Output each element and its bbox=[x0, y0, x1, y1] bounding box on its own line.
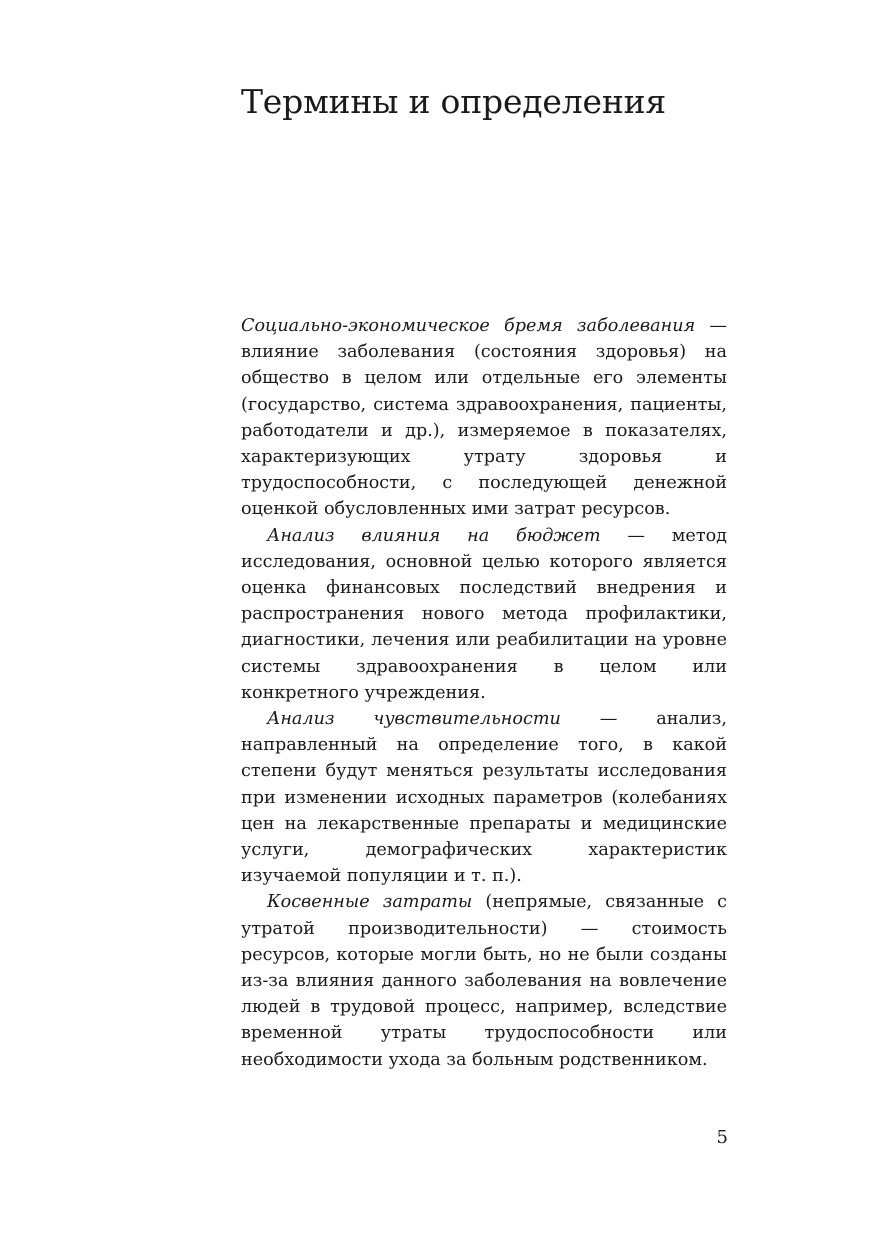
page-title: Термины и определения bbox=[241, 82, 667, 121]
term-label: Косвенные затраты bbox=[267, 892, 473, 913]
term-label: Социально-экономическое бремя заболевания bbox=[241, 316, 696, 336]
definitions-body bbox=[241, 313, 727, 1073]
term-definition: метод исследования, основной целью которого является оценка финансовых последствий внедрения и распространения нового метода профилактики, диагностики, лечения или реабилитации на уровне системы здравоохранения в целом или конкретного учреждения. bbox=[241, 525, 727, 703]
term-definition: анализ, направленный на определение того, в какой степени будут меняться результаты исследования при изменении исходных параметров (колебаниях цен на лекарственные препараты и медицинские услуги, демографических характеристик изучаемой популяции и т. п.). bbox=[241, 709, 727, 887]
term-qualifier: (непрямые, связанные с утратой производительности) bbox=[241, 892, 727, 939]
term-definition: стоимость ресурсов, которые могли быть, но не были созданы из-за влияния данного заболевания на вовлечение людей в трудовой процесс, например, вследствие временной утраты трудоспособности или необходимости ухода за больным родственником. bbox=[241, 918, 727, 1070]
page-number: 5 bbox=[716, 1127, 728, 1148]
term-definition: влияние заболевания (состояния здоровья) на общество в целом или отдельные его элементы (государство, система здравоохранения, пациенты, работодатели и др.), измеряемое в показателях, характеризующих утрату здоровья и трудоспособности, с последующей денежной оценкой обусловленных ими затрат ресурсов. bbox=[241, 342, 727, 520]
term-label: Анализ чувствительности bbox=[267, 709, 561, 730]
term-entry-budget-impact-analysis: Анализ влияния на бюджет — метод исследования, основной целью которого является оценка финансовых последствий внедрения и распространения нового метода профилактики, диагностики, лечения или реабилитации на уровне системы здравоохранения в целом или конкретного учреждения. bbox=[241, 525, 727, 703]
term-entry-indirect-costs: Косвенные затраты (непрямые, связанные с утратой производительности) — стоимость ресурсов, которые могли быть, но не были созданы из-за влияния данного заболевания на вовлечение людей в трудовой процесс, например, вследствие временной утраты трудоспособности или необходимости ухода за больным родственником. bbox=[241, 892, 727, 1070]
term-label: Анализ влияния на бюджет bbox=[267, 525, 601, 546]
term-entry-disease-burden: Социально-экономическое бремя заболевания — влияние заболевания (состояния здоровья) на общество в целом или отдельные его элементы (государство, система здравоохранения, пациенты, работодатели и др.), измеряемое в показателях, характеризующих утрату здоровья и трудоспособности, с последующей денежной оценкой обусловленных ими затрат ресурсов. bbox=[241, 316, 727, 520]
term-entry-sensitivity-analysis: Анализ чувствительности — анализ, направленный на определение того, в какой степени будут меняться результаты исследования при изменении исходных параметров (колебаниях цен на лекарственные препараты и медицинские услуги, демографических характеристик изучаемой популяции и т. п.). bbox=[241, 709, 727, 887]
